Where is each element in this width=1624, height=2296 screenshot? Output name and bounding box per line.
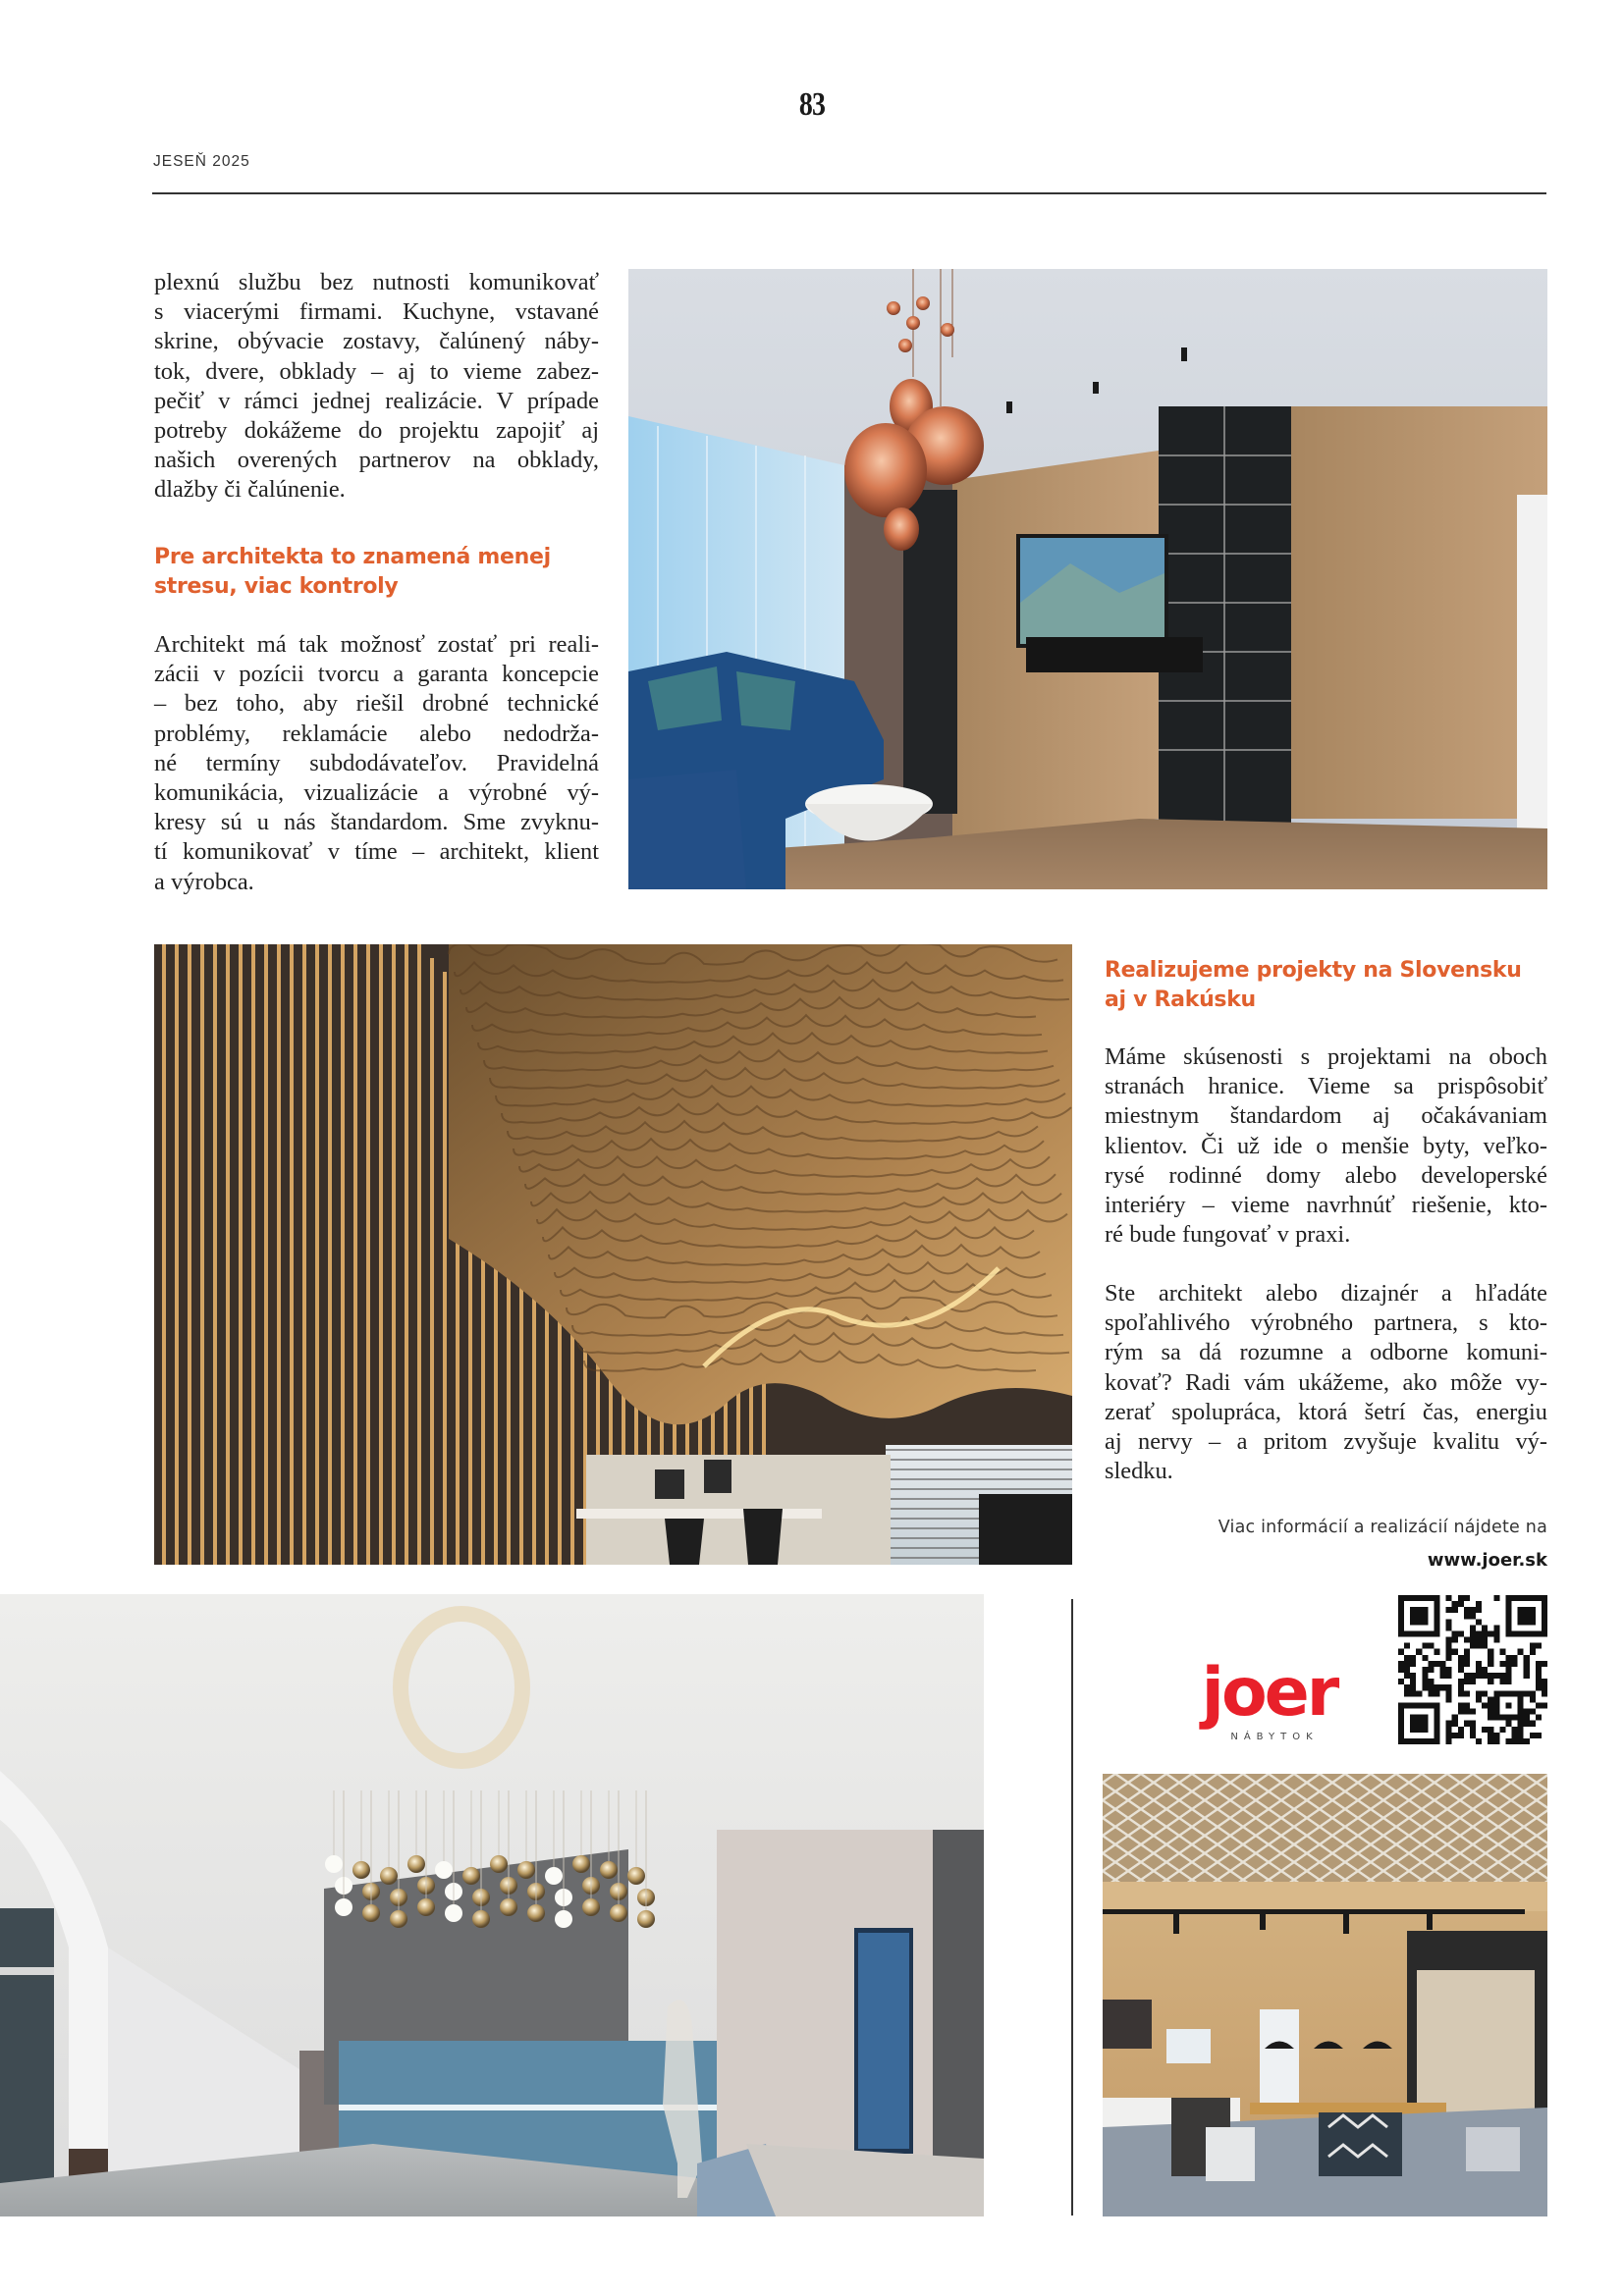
text-line: klientov. Či už ide o menšie byty, veľko-: [1105, 1132, 1547, 1159]
projects-paragraph: [1105, 1042, 1547, 1250]
heading-line: stresu, viac kontroly: [154, 574, 399, 599]
text-line: kovať? Radi vám ukážeme, ako môže vy-: [1105, 1368, 1547, 1396]
heading-line: Pre architekta to znamená menej: [154, 545, 551, 569]
text-line: a výrobca.: [154, 868, 254, 895]
text-line: rysé rodinné domy alebo developerské: [1105, 1161, 1547, 1189]
text-line: spoľahlivého výrobného partnera, s kto-: [1105, 1309, 1547, 1337]
photo-reception: [0, 1594, 984, 2216]
text-line: Ste architekt alebo dizajnér a hľadáte: [1105, 1280, 1547, 1307]
more-info-text: Viac informácií a realizácií nájdete na: [1218, 1518, 1547, 1537]
text-line: plexnú službu bez nutnosti komunikovať: [154, 269, 599, 295]
section-heading-projects: [1105, 956, 1547, 1015]
text-line: rým sa dá rozumne a odborne komuni-: [1105, 1339, 1547, 1366]
heading-line: Realizujeme projekty na Slovensku: [1105, 958, 1522, 983]
text-line: našich overených partnerov na obklady,: [154, 447, 599, 474]
heading-line: aj v Rakúsku: [1105, 988, 1256, 1012]
photo-cabin: [1103, 1774, 1547, 2216]
text-line: problémy, reklamácie alebo nedodrža-: [154, 720, 599, 747]
text-line: interiéry – vieme navrhnúť riešenie, kto-: [1105, 1192, 1547, 1219]
vertical-divider: [1071, 1599, 1073, 2216]
text-line: tok, dvere, obklady – aj to vieme zabez-: [154, 357, 599, 385]
text-line: ré bude fungovať v praxi.: [1105, 1221, 1351, 1249]
text-line: potreby dokážeme do projektu zapojiť aj: [154, 417, 599, 445]
joer-logo: [1198, 1654, 1340, 1747]
text-line: pečiť v rámci jednej realizácie. V prípade: [154, 387, 599, 414]
issue-label: JESEŇ 2025: [153, 153, 250, 170]
text-line: aj nervy – a pritom zvyšuje kvalitu vý-: [1105, 1428, 1547, 1456]
photo-living-room: [628, 269, 1547, 889]
text-line: – bez toho, aby riešil drobné technické: [154, 690, 599, 718]
text-line: kresy sú u nás štandardom. Sme zvyknu-: [154, 809, 599, 836]
text-line: komunikácia, vizualizácie a výrobné vý-: [154, 779, 599, 807]
website-link[interactable]: www.joer.sk: [1427, 1550, 1547, 1571]
qr-code[interactable]: [1398, 1595, 1547, 1744]
text-line: zácii v pozícii tvorcu a garanta koncepcie: [154, 661, 599, 688]
text-line: dlažby či čalúnenie.: [154, 476, 346, 504]
intro-paragraph: [154, 268, 599, 506]
text-line: miestnym štandardom aj očakávaniam: [1105, 1102, 1547, 1130]
text-line: Máme skúsenosti s projektami na oboch: [1105, 1043, 1547, 1070]
text-line: né termíny subdodávateľov. Pravidelná: [154, 749, 599, 776]
text-line: skrine, obývacie zostavy, čalúnený náby-: [154, 328, 599, 355]
photo-office: [154, 944, 1072, 1565]
text-line: sledku.: [1105, 1458, 1173, 1485]
architect-paragraph: [154, 630, 599, 897]
text-line: s viacerými firmami. Kuchyne, vstavané: [154, 298, 599, 326]
header-divider: [152, 192, 1546, 194]
text-line: stranách hranice. Vieme sa prispôsobiť: [1105, 1073, 1547, 1100]
text-line: tí komunikovať v tíme – architekt, klient: [154, 838, 599, 866]
logo-subtitle: NÁBYTOK: [1230, 1732, 1319, 1742]
text-line: Architekt má tak možnosť zostať pri reali-: [154, 631, 599, 658]
page-number: 83: [798, 86, 826, 123]
logo-wordmark: joer: [1201, 1654, 1337, 1732]
cta-paragraph: [1105, 1279, 1547, 1486]
section-heading-architect: [154, 543, 599, 602]
text-line: zerať spolupráca, ktorá šetrí čas, energiu: [1105, 1398, 1547, 1425]
